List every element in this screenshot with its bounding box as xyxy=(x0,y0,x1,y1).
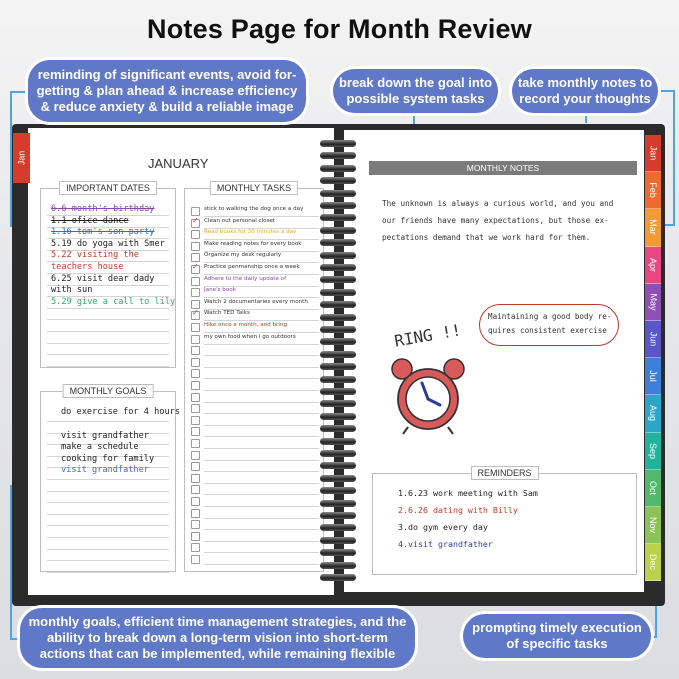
month-heading: JANUARY xyxy=(148,156,209,171)
spiral-ring xyxy=(320,376,356,383)
task-text: Watch TED Talks xyxy=(204,310,250,317)
important-dates-box xyxy=(40,183,176,368)
task-checkbox[interactable] xyxy=(191,520,200,529)
rule-line xyxy=(47,537,169,538)
spiral-ring xyxy=(320,500,356,507)
reminder-item: 4.visit grandfather xyxy=(398,539,493,549)
note-line: The unknown is always a curious world, and you and xyxy=(382,199,614,208)
task-checkbox[interactable] xyxy=(191,404,200,413)
rule-line xyxy=(47,366,169,367)
task-checkbox[interactable] xyxy=(191,358,200,367)
callout-important-dates: reminding of significant events, avoid for- getting & plan ahead & increase efficiency & reduce anxiety & build a reliable image xyxy=(28,60,306,122)
task-text: Make reading notes for every book xyxy=(204,240,302,247)
quote-line: quires consistent exercise xyxy=(488,326,607,335)
task-checkbox[interactable] xyxy=(191,335,200,344)
spiral-ring xyxy=(320,252,356,259)
spiral-ring xyxy=(320,140,356,147)
spiral-ring xyxy=(320,475,356,482)
callout-monthly-goals: monthly goals, efficient time management strategies, and the ability to break down a long-term vision into short-term actions that can be implemented, while remaining flexible xyxy=(20,608,415,668)
task-checkbox[interactable] xyxy=(191,277,200,286)
goal-item: visit grandfather xyxy=(61,430,149,441)
task-checkbox[interactable] xyxy=(191,219,200,228)
task-row xyxy=(191,461,319,473)
task-text: Clean out personal closet xyxy=(204,217,276,224)
tab-label: Apr xyxy=(647,257,658,272)
tab-label: Feb xyxy=(647,182,658,199)
monthly-tasks-title: MONTHLY TASKS xyxy=(210,181,298,195)
reminder-item: 1.6.23 work meeting with Sam xyxy=(398,488,538,498)
spiral-ring xyxy=(320,438,356,445)
task-row xyxy=(191,299,319,311)
tab-nov[interactable] xyxy=(645,507,661,544)
connector-line xyxy=(673,90,675,226)
tab-label: Dec xyxy=(648,554,659,571)
task-checkbox[interactable] xyxy=(191,346,200,355)
rule-line xyxy=(47,514,169,515)
task-text: Jane's book xyxy=(204,287,236,294)
task-checkbox[interactable] xyxy=(191,532,200,541)
task-row xyxy=(191,206,319,218)
task-checkbox[interactable] xyxy=(191,509,200,518)
task-checkbox[interactable] xyxy=(191,416,200,425)
month-tabs xyxy=(645,135,661,581)
important-date-item: 5.19 do yoga with Smer xyxy=(51,238,165,249)
spiral-ring xyxy=(320,524,356,531)
callout-monthly-notes: take monthly notes to record your thoughts xyxy=(512,69,658,113)
task-row xyxy=(191,438,319,450)
goal-item: make a schedule xyxy=(61,442,139,453)
task-row xyxy=(191,450,319,462)
spiral-ring xyxy=(320,276,356,283)
important-date-item: 1.16 tom's son party xyxy=(51,227,155,238)
task-text: stick to walking the dog once a day xyxy=(204,206,304,212)
spiral-ring xyxy=(320,351,356,358)
spiral-ring xyxy=(320,487,356,494)
rule-line xyxy=(47,572,169,573)
task-row xyxy=(191,496,319,508)
tab-jan[interactable] xyxy=(645,135,661,172)
spiral-ring xyxy=(320,450,356,457)
task-row xyxy=(191,357,319,369)
spiral-ring xyxy=(320,314,356,321)
task-text: Practice penmanship once a week xyxy=(204,264,300,270)
task-checkbox[interactable] xyxy=(191,242,200,251)
tab-mar[interactable] xyxy=(645,209,661,246)
spiral-ring xyxy=(320,549,356,556)
task-checkbox[interactable] xyxy=(191,497,200,506)
task-checkbox[interactable] xyxy=(191,543,200,552)
spiral-ring xyxy=(320,562,356,569)
important-date-item: 6.6 month's birthday xyxy=(51,204,155,214)
spiral-ring xyxy=(320,400,356,407)
callout-monthly-tasks: break down the goal into possible system tasks xyxy=(333,69,498,113)
rule-line xyxy=(47,525,169,526)
tab-jun[interactable] xyxy=(645,321,661,358)
task-text: Watch 2 documentaries every month xyxy=(204,298,308,305)
rule-line xyxy=(47,354,169,355)
task-row xyxy=(191,252,319,264)
task-row xyxy=(191,287,319,299)
task-row xyxy=(191,345,319,357)
rule-line xyxy=(47,502,169,503)
task-text: my own food when i go outdoors xyxy=(204,333,296,340)
spiral-ring xyxy=(320,202,356,209)
task-checkbox[interactable] xyxy=(191,462,200,471)
tab-jul[interactable] xyxy=(645,358,661,395)
connector-line xyxy=(650,636,657,638)
monthly-goals-title: MONTHLY GOALS xyxy=(63,384,154,398)
spiral-ring xyxy=(320,338,356,345)
rule-line xyxy=(47,491,169,492)
task-checkbox[interactable] xyxy=(191,369,200,378)
rule-line xyxy=(47,549,169,550)
task-checkbox[interactable] xyxy=(191,451,200,460)
spiral-ring xyxy=(320,214,356,221)
task-row xyxy=(191,519,319,531)
spiral-ring xyxy=(320,326,356,333)
important-date-item: 5.29 give a call to lily xyxy=(51,296,176,307)
task-row xyxy=(191,368,319,380)
tab-label: Jan xyxy=(647,145,658,161)
important-date-item: 1.1 ofice dance xyxy=(51,215,129,226)
important-date-item: teachers house xyxy=(51,262,124,272)
task-checkbox[interactable] xyxy=(191,265,200,274)
spiral-ring xyxy=(320,177,356,184)
alarm-clock-icon xyxy=(388,355,468,435)
spiral-ring xyxy=(320,227,356,234)
tab-label: May xyxy=(648,293,659,311)
important-date-item: 6.25 visit dear dady xyxy=(51,273,155,284)
task-row xyxy=(191,241,319,253)
task-checkbox[interactable] xyxy=(191,323,200,332)
task-checkbox[interactable] xyxy=(191,427,200,436)
connector-line xyxy=(585,113,587,123)
rule-line xyxy=(204,564,319,565)
quote-line: Maintaining a good body re- xyxy=(488,312,612,321)
task-row xyxy=(191,322,319,334)
monthly-goals-box xyxy=(40,386,180,572)
task-row xyxy=(191,542,319,554)
spiral-ring xyxy=(320,190,356,197)
reminders-title: REMINDERS xyxy=(470,466,538,480)
spiral-ring xyxy=(320,264,356,271)
task-row xyxy=(191,276,319,288)
tab-may[interactable] xyxy=(645,284,661,321)
tab-oct[interactable] xyxy=(645,470,661,507)
note-line: our friends have many expectations, but those ex- xyxy=(382,216,609,225)
goal-item: visit grandfather xyxy=(61,465,149,476)
task-row xyxy=(191,426,319,438)
task-checkbox[interactable] xyxy=(191,381,200,390)
task-checkbox[interactable] xyxy=(191,311,200,320)
rule-line xyxy=(47,421,169,422)
spiral-ring xyxy=(320,289,356,296)
connector-line xyxy=(657,90,674,92)
rule-line xyxy=(47,308,169,309)
task-row xyxy=(191,554,319,566)
spiral-ring xyxy=(320,239,356,246)
rule-line xyxy=(47,479,169,480)
spiral-ring xyxy=(320,165,356,172)
tab-aug[interactable] xyxy=(645,395,661,432)
spiral-ring xyxy=(320,413,356,420)
tab-feb[interactable] xyxy=(645,172,661,209)
important-dates-title: IMPORTANT DATES xyxy=(59,181,157,195)
task-row xyxy=(191,380,319,392)
task-row xyxy=(191,264,319,276)
task-row xyxy=(191,508,319,520)
task-row xyxy=(191,392,319,404)
tab-label: Mar xyxy=(648,219,658,236)
reminder-item: 2.6.26 dating with Billy xyxy=(398,505,518,515)
tab-jan-left[interactable]: Jan xyxy=(13,133,30,183)
goal-item: cooking for family xyxy=(61,453,155,464)
goal-item: do exercise for 4 hours xyxy=(61,407,180,417)
task-checkbox[interactable] xyxy=(191,485,200,494)
tab-apr[interactable] xyxy=(645,247,661,284)
task-text: Adhere to the daily update of xyxy=(204,275,287,282)
note-line: pectations demand that we work hard for them. xyxy=(382,233,591,242)
spiral-ring xyxy=(320,512,356,519)
task-row xyxy=(191,484,319,496)
tab-label: Aug xyxy=(648,405,659,422)
spiral-ring xyxy=(320,537,356,544)
rule-line xyxy=(47,343,169,344)
quote-oval xyxy=(479,304,619,346)
task-row xyxy=(191,531,319,543)
task-checkbox[interactable] xyxy=(191,393,200,402)
spiral-ring xyxy=(320,425,356,432)
reminder-item: 3.do gym every day xyxy=(398,522,488,532)
task-row xyxy=(191,473,319,485)
rule-line xyxy=(47,560,169,561)
task-row xyxy=(191,334,319,346)
task-row xyxy=(191,310,319,322)
tab-label: Oct xyxy=(647,480,658,495)
tab-dec[interactable] xyxy=(645,544,661,581)
task-checkbox[interactable] xyxy=(191,230,200,239)
tab-label: Jun xyxy=(647,331,658,347)
spiral-ring xyxy=(320,152,356,159)
tab-label: Sep xyxy=(648,442,659,459)
spiral-ring xyxy=(320,388,356,395)
monthly-tasks-box xyxy=(184,183,324,572)
spiral-binding xyxy=(318,140,358,588)
task-checkbox[interactable] xyxy=(191,288,200,297)
connector-line xyxy=(10,91,29,93)
task-row xyxy=(191,403,319,415)
task-checkbox[interactable] xyxy=(191,474,200,483)
task-row xyxy=(191,229,319,241)
important-date-item: 5.22 visiting the xyxy=(51,250,139,261)
task-row xyxy=(191,415,319,427)
page-title: Notes Page for Month Review xyxy=(147,14,532,44)
rule-line xyxy=(47,331,169,332)
spiral-ring xyxy=(320,301,356,308)
tab-label: Jul xyxy=(647,370,658,382)
important-date-item: with sun xyxy=(51,285,93,296)
task-row xyxy=(191,218,319,230)
monthly-notes-title: MONTHLY NOTES xyxy=(369,161,637,175)
callout-reminders: prompting timely execution of specific tasks xyxy=(463,614,651,658)
rule-line xyxy=(47,319,169,320)
spiral-ring xyxy=(320,462,356,469)
task-checkbox[interactable] xyxy=(191,555,200,564)
task-checkbox[interactable] xyxy=(191,439,200,448)
spiral-ring xyxy=(320,574,356,581)
task-text: Read books for 30 minutes a day xyxy=(204,229,297,236)
spiral-ring xyxy=(320,363,356,370)
task-text: Organize my desk regularly xyxy=(204,252,282,259)
ring-doodle-text: RING !! xyxy=(392,320,463,351)
task-text: Hike once a month, and bring xyxy=(204,322,288,328)
tab-sep[interactable] xyxy=(645,433,661,470)
tab-label: Nov xyxy=(648,516,659,533)
